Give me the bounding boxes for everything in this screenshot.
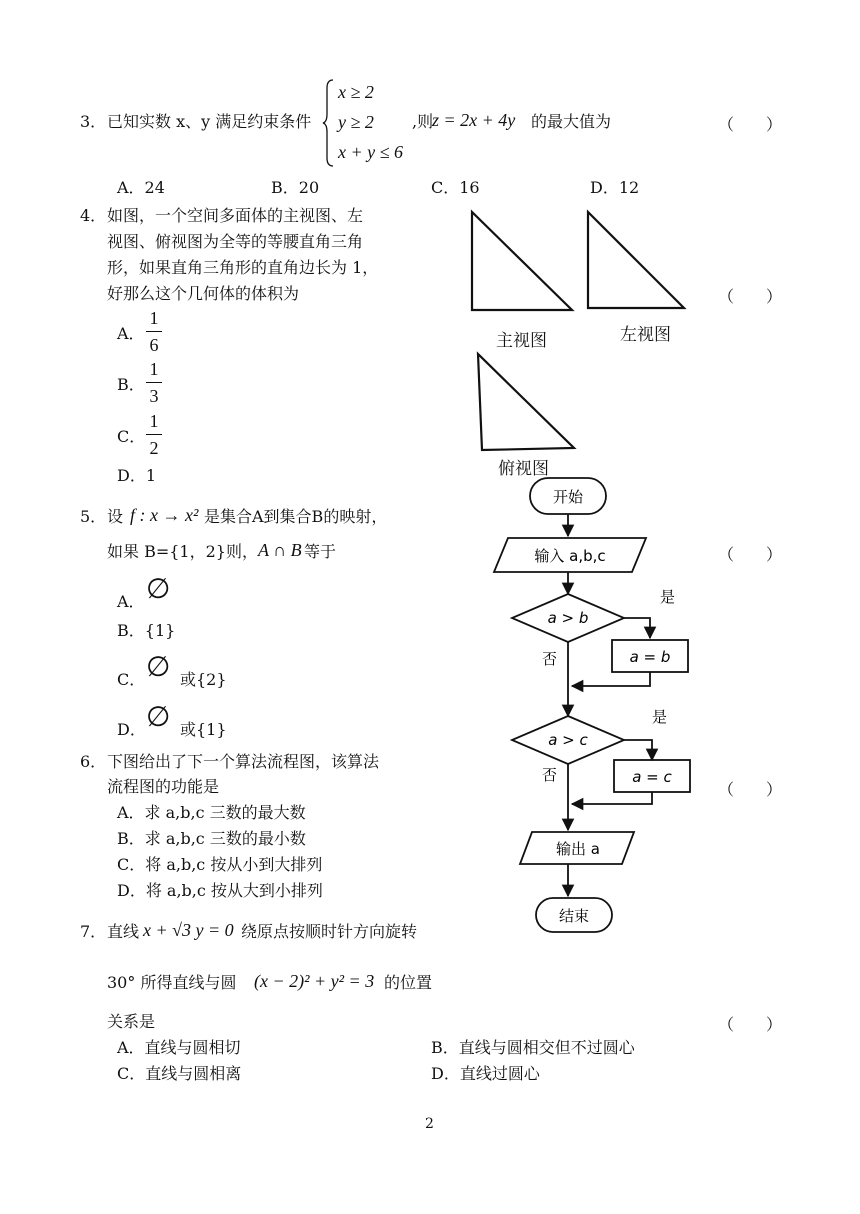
q3-option-b: B．20 [271, 178, 320, 197]
q3-option-c: C．16 [431, 178, 480, 197]
flow-yes-1: 是 [660, 588, 676, 606]
q4-number: 4． [80, 206, 107, 225]
q6-number: 6． [80, 752, 107, 771]
q5-mapping: f : x → x² [130, 505, 199, 525]
q3-text-post: 的最大值为 [531, 112, 612, 131]
q6-option-d: D．将 a,b,c 按从大到小排列 [117, 881, 323, 900]
q3-option-d: D．12 [590, 178, 640, 197]
fraction-numerator: 1 [149, 308, 159, 328]
front-view-triangle [472, 212, 572, 310]
q4-line-4: 好那么这个几何体的体积为 [107, 284, 300, 303]
q4-option-b-label: B． [117, 375, 145, 394]
q3-answer-paren[interactable]: （ ） [718, 115, 783, 134]
q7-option-b: B．直线与圆相交但不过圆心 [431, 1038, 635, 1057]
q7-answer-paren[interactable]: （ ） [718, 1015, 783, 1034]
side-view-triangle [588, 212, 684, 308]
q7-circle-equation: (x − 2)² + y² = 3 [254, 971, 375, 991]
fraction-numerator: 1 [149, 359, 159, 379]
q4-option-b-fraction [146, 357, 164, 407]
q4-option-a-fraction [146, 306, 164, 356]
q7-option-c: C．直线与圆相离 [117, 1064, 242, 1083]
q3-then: ,则 [412, 112, 434, 131]
q5-option-d-post: 或{1} [180, 720, 227, 739]
flow-cond-2-label: a > c [548, 731, 588, 749]
q5-intersection: A ∩ B [258, 540, 302, 560]
q7-text-pre: 直线 [107, 922, 140, 941]
q5-option-d-label: D． [117, 720, 146, 739]
q4-option-c-label: C． [117, 427, 146, 446]
q7-text-post: 绕原点按顺时针方向旋转 [241, 922, 418, 941]
top-view-triangle [478, 354, 574, 450]
q7-line-equation: x + √3 y = 0 [143, 920, 234, 940]
q5-option-a-label: A． [117, 592, 145, 611]
q5-text-post: 是集合A到集合B的映射， [204, 507, 388, 526]
q4-option-c-fraction [146, 409, 164, 459]
flow-assign-2-label: a = c [632, 768, 672, 786]
q6-option-c: C．将 a,b,c 按从小到大排列 [117, 855, 323, 874]
q3-option-a: A．24 [117, 178, 165, 197]
empty-set-icon: ∅ [146, 700, 171, 733]
q7-line-3: 关系是 [107, 1012, 156, 1031]
fraction-denominator: 3 [149, 386, 159, 406]
q5-line-2-post: 等于 [304, 542, 337, 561]
fraction-numerator: 1 [149, 411, 159, 431]
empty-set-icon: ∅ [146, 650, 171, 683]
page-number: 2 [425, 1116, 434, 1132]
brace-icon [322, 78, 336, 168]
q4-line-3: 形，如果直角三角形的直角边长为 1， [107, 258, 379, 277]
q5-option-c-label: C． [117, 670, 146, 689]
flow-start-label: 开始 [552, 488, 584, 506]
q6-option-a: A．求 a,b,c 三数的最大数 [117, 803, 306, 822]
constraint-1: x ≥ 2 [338, 82, 374, 102]
q5-line-2: 如果 B={1，2}则， [107, 542, 258, 561]
q6-answer-paren[interactable]: （ ） [718, 780, 783, 799]
flow-yes-2: 是 [652, 708, 668, 726]
flow-end-label: 结束 [558, 907, 590, 925]
q5-option-b: B．{1} [117, 621, 176, 640]
q6-line-2: 流程图的功能是 [107, 777, 220, 796]
flow-output-label: 输出 a [556, 840, 600, 858]
constraint-3: x + y ≤ 6 [338, 142, 404, 162]
side-view-label: 左视图 [620, 325, 671, 345]
q4-line-2: 视图、俯视图为全等的等腰直角三角 [107, 232, 364, 251]
q3-number: 3． [80, 112, 107, 131]
flow-no-2: 否 [542, 766, 558, 784]
q3-text: 已知实数 x、y 满足约束条件 [107, 112, 312, 131]
fraction-denominator: 6 [149, 335, 159, 355]
q5-number: 5． [80, 507, 107, 526]
q4-answer-paren[interactable]: （ ） [718, 287, 783, 306]
q4-option-a-label: A． [117, 324, 145, 343]
q6-option-b: B．求 a,b,c 三数的最小数 [117, 829, 306, 848]
constraint-2: y ≥ 2 [338, 112, 374, 132]
q7-number: 7． [80, 922, 107, 941]
flow-cond-1-label: a > b [547, 609, 589, 627]
flow-assign-1-label: a = b [629, 648, 671, 666]
q4-line-1: 如图，一个空间多面体的主视图、左 [107, 206, 364, 225]
q5-answer-paren[interactable]: （ ） [718, 545, 783, 564]
q7-line-2: 30° 所得直线与圆 [107, 973, 237, 992]
empty-set-icon: ∅ [146, 572, 171, 605]
flow-no-1: 否 [542, 650, 558, 668]
q5-text-pre: 设 [107, 507, 124, 526]
q5-option-c-post: 或{2} [180, 670, 227, 689]
top-view-label: 俯视图 [498, 459, 549, 479]
q6-line-1: 下图给出了下一个算法流程图，该算法 [107, 752, 380, 771]
flow-input-label: 输入 a,b,c [534, 547, 606, 565]
fraction-denominator: 2 [149, 438, 159, 458]
front-view-label: 主视图 [496, 331, 547, 351]
q3-objective: z = 2x + 4y [432, 110, 516, 130]
q7-option-d: D．直线过圆心 [431, 1064, 540, 1083]
q7-option-a: A．直线与圆相切 [117, 1038, 241, 1057]
q7-line-2-post: 的位置 [384, 973, 433, 992]
algorithm-flowchart [480, 470, 720, 940]
q4-option-d: D．1 [117, 466, 157, 485]
